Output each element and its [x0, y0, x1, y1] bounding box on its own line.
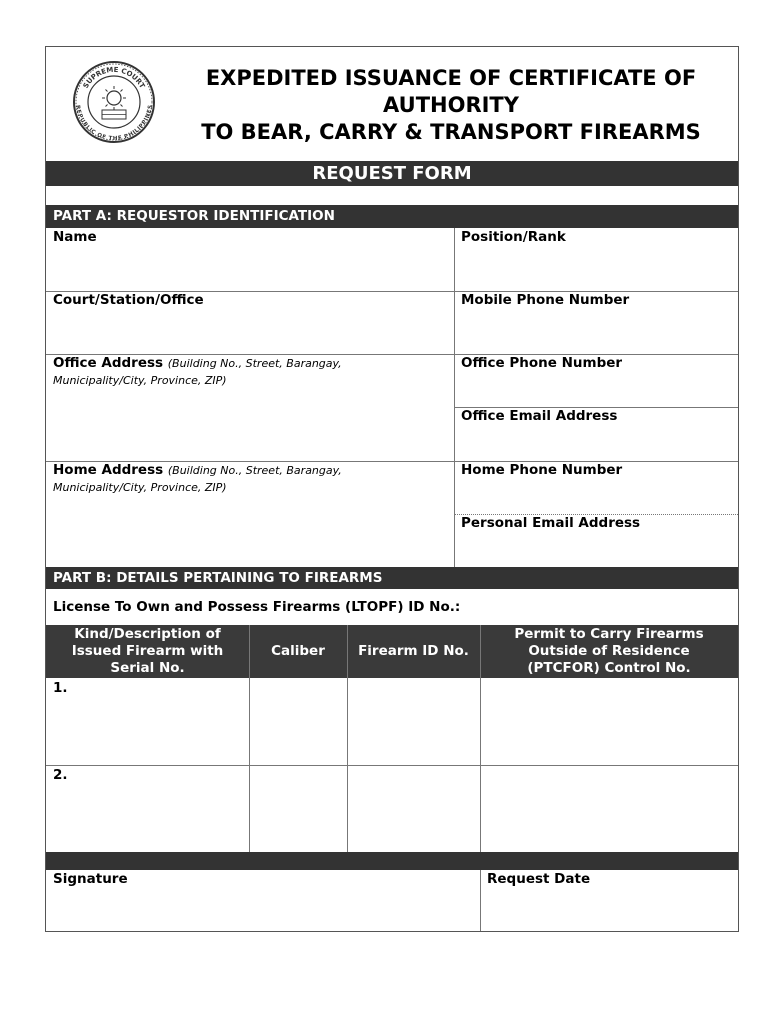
- request-form: [45, 46, 739, 932]
- title-line-3: TO BEAR, CARRY & TRANSPORT FIREARMS: [201, 120, 701, 144]
- office-address-field[interactable]: [53, 355, 342, 389]
- position-rank-field[interactable]: [461, 229, 566, 245]
- request-date-field[interactable]: [487, 871, 590, 887]
- request-date-label: Request Date: [487, 871, 591, 887]
- col-caliber-header: Caliber: [271, 643, 325, 659]
- court-station-office-field[interactable]: [53, 292, 204, 308]
- footer-divider: [480, 870, 481, 931]
- title-line-2: AUTHORITY: [383, 93, 519, 117]
- form-title: [176, 65, 726, 146]
- office-address-label: Office Address: [53, 355, 164, 371]
- home-address-label: Home Address: [53, 462, 164, 478]
- position-rank-label: Position/Rank: [461, 229, 566, 245]
- office-phone-field[interactable]: [461, 355, 622, 371]
- personal-email-field[interactable]: [461, 515, 640, 531]
- part-b-heading: [46, 567, 738, 589]
- seal-text-top: SUPREME COURT: [81, 65, 147, 90]
- home-address-hint-1: (Building No., Street, Barangay,: [167, 464, 342, 477]
- court-station-office-label: Court/Station/Office: [53, 292, 204, 308]
- row-2-number: 2.: [53, 767, 68, 783]
- request-form-label: REQUEST FORM: [312, 163, 472, 184]
- part-a-heading: [46, 205, 738, 228]
- office-email-field[interactable]: [461, 408, 617, 424]
- seal-text-bottom: REPUBLIC OF THE PHILIPPINES: [74, 104, 154, 143]
- home-address-hint-2: Municipality/City, Province, ZIP): [53, 481, 227, 494]
- title-line-1: EXPEDITED ISSUANCE OF CERTIFICATE OF: [205, 66, 697, 90]
- personal-email-label: Personal Email Address: [461, 515, 641, 531]
- office-phone-label: Office Phone Number: [461, 355, 623, 371]
- firearm-row-1[interactable]: [53, 680, 68, 696]
- part-a-heading-text: PART A: REQUESTOR IDENTIFICATION: [53, 208, 335, 224]
- col-line: [347, 625, 348, 852]
- signature-field[interactable]: [53, 871, 128, 887]
- home-phone-label: Home Phone Number: [461, 462, 623, 478]
- request-form-bar: [46, 161, 738, 186]
- row-line: [46, 765, 738, 766]
- ltopf-id-label: License To Own and Possess Firearms (LTOPF) ID No.:: [53, 599, 461, 615]
- mobile-phone-field[interactable]: [461, 292, 629, 308]
- home-address-field[interactable]: [53, 462, 342, 496]
- part-b-heading-text: PART B: DETAILS PERTAINING TO FIREARMS: [53, 570, 383, 586]
- office-email-label: Office Email Address: [461, 408, 618, 424]
- name-label: Name: [53, 229, 97, 245]
- col-ptcfor-header: Permit to Carry Firearms Outside of Residence (PTCFOR) Control No.: [514, 626, 704, 676]
- footer-bar: [46, 852, 738, 870]
- col-kind-header: Kind/Description of Issued Firearm with Serial No.: [71, 626, 224, 676]
- office-address-hint-2: Municipality/City, Province, ZIP): [53, 374, 227, 387]
- ltopf-id-field[interactable]: [53, 599, 460, 615]
- col-line: [480, 625, 481, 852]
- row-1-number: 1.: [53, 680, 68, 696]
- col-line: [249, 625, 250, 852]
- firearm-row-2[interactable]: [53, 767, 68, 783]
- mobile-phone-label: Mobile Phone Number: [461, 292, 630, 308]
- col-firearm-id-header: Firearm ID No.: [358, 643, 469, 659]
- supreme-court-seal-icon: [72, 60, 156, 144]
- home-phone-field[interactable]: [461, 462, 622, 478]
- office-address-hint-1: (Building No., Street, Barangay,: [167, 357, 342, 370]
- part-a-divider: [454, 228, 455, 567]
- signature-label: Signature: [53, 871, 128, 887]
- name-field[interactable]: [53, 229, 97, 245]
